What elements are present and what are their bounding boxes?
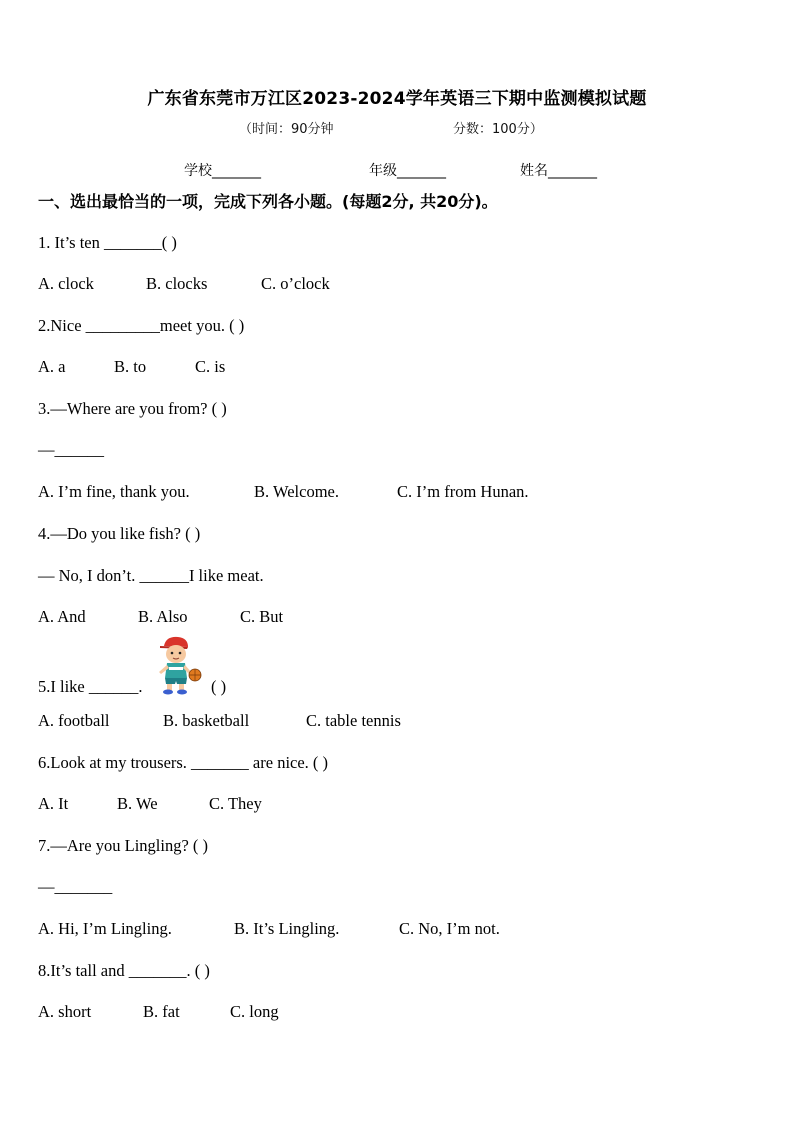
q8-option-a: A. short bbox=[38, 1002, 92, 1021]
q7-option-c: C. No, I’m not. bbox=[399, 919, 500, 938]
section-title: 一、选出最恰当的一项，完成下列各小题。(每题2分, 共20分)。 bbox=[38, 192, 498, 211]
question-2: 2.Nice _________meet you. ( ) bbox=[38, 316, 245, 335]
q1-option-a: A. clock bbox=[38, 274, 94, 293]
question-4-answer-line: — No, I don’t. ______I like meat. bbox=[38, 566, 264, 585]
exam-score: 分数：100分） bbox=[453, 122, 543, 137]
question-6: 6.Look at my trousers. _______ are nice. ( ) bbox=[38, 753, 329, 772]
question-7-answer-line: —_______ bbox=[38, 877, 113, 896]
q2-option-c: C. is bbox=[195, 357, 226, 376]
name-field: 姓名_______ bbox=[520, 163, 597, 179]
q5-option-a: A. football bbox=[38, 711, 110, 730]
q3-option-b: B. Welcome. bbox=[254, 482, 339, 501]
school-field: 学校_______ bbox=[184, 163, 261, 179]
question-5: 5.I like ______. bbox=[38, 677, 143, 696]
question-7: 7.—Are you Lingling? ( ) bbox=[38, 836, 209, 855]
q1-option-c: C. o’clock bbox=[261, 274, 330, 293]
q8-option-b: B. fat bbox=[143, 1002, 180, 1021]
q6-option-b: B. We bbox=[117, 794, 158, 813]
q6-option-c: C. They bbox=[209, 794, 262, 813]
q7-option-b: B. It’s Lingling. bbox=[234, 919, 340, 938]
q6-option-a: A. It bbox=[38, 794, 69, 813]
basketball-boy-picture bbox=[150, 634, 206, 696]
q4-option-b: B. Also bbox=[138, 607, 188, 626]
q3-option-a: A. I’m fine, thank you. bbox=[38, 482, 190, 501]
q7-option-a: A. Hi, I’m Lingling. bbox=[38, 919, 172, 938]
q3-option-c: C. I’m from Hunan. bbox=[397, 482, 529, 501]
q1-option-b: B. clocks bbox=[146, 274, 208, 293]
q2-option-a: A. a bbox=[38, 357, 66, 376]
question-8: 8.It’s tall and _______. ( ) bbox=[38, 961, 210, 980]
q4-option-c: C. But bbox=[240, 607, 284, 626]
q5-option-b: B. basketball bbox=[163, 711, 250, 730]
exam-time: （时间：90分钟 bbox=[239, 122, 334, 137]
exam-title: 广东省东莞市万江区2023-2024学年英语三下期中监测模拟试题 bbox=[147, 89, 647, 109]
q4-option-a: A. And bbox=[38, 607, 86, 626]
q2-option-b: B. to bbox=[114, 357, 147, 376]
question-4: 4.—Do you like fish? ( ) bbox=[38, 524, 201, 543]
question-1: 1. It’s ten _______( ) bbox=[38, 233, 177, 252]
q5-option-c: C. table tennis bbox=[306, 711, 401, 730]
q8-option-c: C. long bbox=[230, 1002, 279, 1021]
grade-field: 年级_______ bbox=[369, 163, 446, 179]
question-5-bracket: ( ) bbox=[211, 677, 227, 696]
question-3-answer-line: —______ bbox=[38, 440, 104, 459]
question-3: 3.—Where are you from? ( ) bbox=[38, 399, 227, 418]
